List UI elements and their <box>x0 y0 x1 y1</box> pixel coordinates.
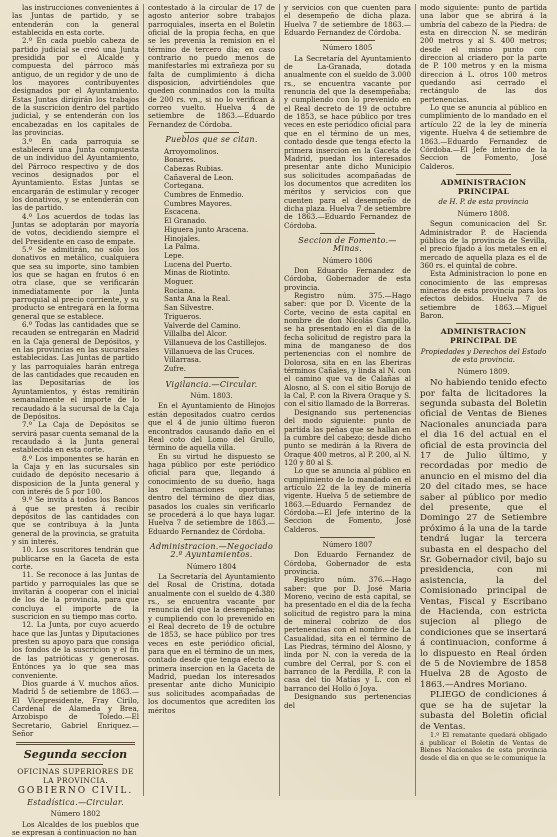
paragraph: 5.º Se admitirán, no sólo los donativos en metálico, cualquiera que sea su importe, sino tambien los que se hagan en frutos ó en otra clase, que se verificarán inmediatamente por la Junta parroquial al precio corriente, y su producto se entregará en la forma general que se establece. <box>12 244 139 321</box>
paragraph: Segun comunicacion del Sr. Administrador P. de Hacienda pública de la provincia de Sevilla, el precio fijado á los metales en el mercado de aquella plaza es el de 360 rs. el quintal de cobre. <box>420 219 547 270</box>
place-item: Trigueros. <box>164 311 202 321</box>
places-title: Pueblos que se citan. <box>165 135 258 145</box>
place-item: Arroyomolinos. <box>164 146 219 156</box>
place-item: Higuera junto Aracena. <box>164 224 249 234</box>
divider <box>48 764 103 765</box>
auction-notice: No habiendo tenido efecto por falta de licitadores la segunda subasta del Boletin oficial de Ventas de Bienes Nacionales anunciada para el dia 16 del actual en el oficial de esta provincia del 17 de Julio último, y recordadas por medio de anuncio en el mismo del dia 20 del citado mes, se hace saber al público por medio del presente, que el Domingo 27 de Setiembre próximo á la una de la tarde tendrá lugar la tercera subasta en el despacho del Sr. Gobernador civil, bajo su presidencia, con mi asistencia, la del Comisionado principal de Ventas, Fiscal y Escribano de Hacienda, con estricta sujecion al pliego de condiciones que se insertará á continuacion, conforme á lo dispuesto en Real órden de 5 de Noviembre de 1858 Huelva 28 de Agosto de 1863.—Andres Moriano. <box>420 378 547 690</box>
admin-subheading: Propiedades y Derechos del Estado de esta provincia. <box>420 347 547 365</box>
subsection-title: Vigilancia.—Circular. <box>165 379 258 389</box>
place-item: San Silvestre. <box>164 303 214 313</box>
place-item: El Granado. <box>164 216 207 226</box>
signature-date: Dios guarde á V. muchos años. Madrid 5 de setiembre de 1863.—El Vicepresidente, Fray Cirilo, Cardenal de Alameda y Brea, Arzobispo de Toledo.—El Secretario, Gabriel Enriquez.—Señor <box>12 678 139 738</box>
paragraph: Designando sus pertenencias del <box>284 692 411 710</box>
paragraph: 4.º Los acuerdos de todas las Juntas se adoptarán por mayoría de votos, decidiendo siempre el del Presidente en caso de empate. <box>12 211 139 246</box>
paragraph: En el Ayuntamiento de Hinojos están depositados cuatro cerdos que el 4 de junio último fueron encontrados causando daño en el Real coto del Lomo del Grullo, término de aquella villa. <box>148 401 275 453</box>
divider <box>184 377 239 378</box>
page-columns <box>8 3 551 837</box>
item-number: Número 1806 <box>322 255 373 265</box>
place-item: Cabezas Rubias. <box>164 163 224 173</box>
column-1 <box>8 3 143 837</box>
divider <box>184 132 239 133</box>
places-list <box>164 148 275 374</box>
paragraph: Designando sus pertenencias del modo siguiente: punto de partida las peñas que se hallan en la cumbre del cabezo; desde dicho punto se medirán á la Rivera de Oraque 400 metros, al P. 200, al N. 120 y 80 al S. <box>284 407 411 467</box>
paragraph: 7.º La Caja de Depósitos se servirá pasar cuenta semanal de la recaudado á la Junta general establecida en esta corte. <box>12 420 139 455</box>
subsection-title: Administracion.—Negociado 2.º Ayuntamientos. <box>149 541 274 560</box>
divider <box>456 323 511 324</box>
place-item: Cortegana. <box>164 181 204 191</box>
place-item: Villarrasa. <box>164 355 202 365</box>
place-item: Cumbres Mayores. <box>164 198 233 208</box>
place-item: Escacena. <box>164 207 201 217</box>
admin-heading: ADMINISTRACION PRINCIPAL DE <box>440 327 527 346</box>
subsection-title: Seccion de Fomento.—Minas. <box>298 235 397 254</box>
place-item: Moguer. <box>164 277 194 287</box>
divider <box>320 40 375 41</box>
conditions-heading: PLIEGO de condiciones á que se ha de sujetar la subasta del Boletin oficial de Ventas. <box>420 690 547 732</box>
column-4 <box>415 4 551 796</box>
divider <box>320 233 375 234</box>
place-item: Villalba del Alcor. <box>164 329 228 339</box>
place-item: Cumbres de Enmedio. <box>164 190 244 200</box>
offices-heading: OFICINAS SUPERIORES DE LA PROVINCIA. <box>17 767 134 785</box>
paragraph: La Secretaría del Ayuntamiento de La-Granada, dotada anualmente con el sueldo de 3.000 rs., se encuentra vacante por renuncia del que la desempeñaba; y cumpliendo con lo prevenido en el Real decreto de 19 de octubre de 1853, se hace público por tres veces en este periódico oficial para que en el término de un mes, contado desde que tenga efecto la primera insercion en la Gaceta de Madrid, puedan los interesados presentar ante dicho Municipio sus solicitudes acompañadas de los documentos que acrediten los méritos y servicios con que cuenten para el desempeño de dicha plaza. Huelva 7 de setiembre de 1863.—Eduardo Fernandez de Córdoba. <box>284 53 411 230</box>
place-item: Valverde del Camino. <box>164 320 241 330</box>
paragraph: 8.º Los imponentes se harán en la Caja y en las sucursales sin cuidado de depósito necesario á disposicion de la Junta general y con interés de 5 por 100. <box>12 453 139 496</box>
item-number: Número 1807 <box>322 539 373 549</box>
place-item: Lepe. <box>164 250 184 260</box>
paragraph: y servicios con que cuenten para el desempeño de dicha plaza. Huelva 7 de setiembre de 1863.—Eduardo Fernandez de Córdoba. <box>284 3 411 38</box>
place-item: Cañaveral de Leon. <box>164 172 234 182</box>
admin-subheading: de H. P. de esta provincia <box>438 198 529 207</box>
paragraph: 6.º Todas las cantidades que se recauden se entregarán en Madrid en la Caja general de Depósitos, y en las provincias en las sucursales establecidas. Las Juntas de partido y las parroquiales harán entrega de las cantidades que recauden en las Depositarías de los Ayuntamientos, y éstas remitirán semanalmente el importe de lo recaudado á la sucursal de la Caja de Depósitos. <box>12 320 139 421</box>
place-item: Villanueva de los Castillejos. <box>164 337 267 347</box>
item-number: Número 1804 <box>186 561 237 571</box>
paragraph: Registro núm. 376.—Hago saber: que por D. José Maria Moreno, vecino de esta capital, se ha presentado en el dia de la fecha solicitud de registro para la mina de mineral cobrizo de dos pertenencias con el nombre de La Casualidad, sita en el término de Las Piedras, término del Alosno, y linda por N. con la vereda de la cumbre del Cerral, por S. con el barranco de la Perdilla, P. con la casa del tío Matías y L. con el barranco del Hollo ó Joya. <box>284 575 411 693</box>
paragraph: contestado á la circular de 17 de agosto anterior sobre trabajos parroquiales, inserta en el Boletin oficial de la propia fecha, en que se les prevenia la remision en el término de tercero dia; en caso contrario no puedo menos de manifestarles mi extrañeza por su falta de cumplimiento á dicha disposicion, advirtiéndoles que queden conminados con la multa de 200 rs. vn., si no lo verifican á correo vuelto. Huelva 4 de setiembre de 1863.—Eduardo Fernandez de Córdoba. <box>148 3 275 129</box>
item-number: Número 1802 <box>50 809 101 819</box>
place-item: La Palma. <box>164 242 200 252</box>
paragraph: modo siguiente: punto de partida una labor que se abrirá á la umbría del cabezo de la Piedra: de esta en direccion N. se medirán 200 metros y al S. 400 metros; desde el mismo punto con direccion al criadero por la parte de P. 100 metros y en la misma direccion á L. otros 100 metros quedando así cerrado el rectángulo de las dos pertenencias. <box>420 3 547 104</box>
column-3 <box>279 4 415 796</box>
place-item: Santa Ana la Real. <box>164 294 231 304</box>
divider <box>320 537 375 538</box>
divider <box>456 174 511 175</box>
item-number: Número 1809. <box>457 366 510 376</box>
section-divider <box>16 742 135 745</box>
paragraph: Esta Administracion lo pone en conocimiento de las empresas mineras de esta provincia para los efectos debidos. Huelva 7 de setiembre de 1863.—Miguel Baron. <box>420 269 547 320</box>
place-item: Villanueva de las Cruces. <box>164 346 255 356</box>
paragraph: Los Alcaldes de los pueblos que se expresan á continuacion no han <box>12 819 139 837</box>
paragraph: las instrucciones convenientes á las Juntas de partido, y se entenderán con la general establecida en esta corte. <box>12 3 139 38</box>
paragraph: 3.º En cada parroquia se establecerá una Junta compuesta de un individuo del Ayuntamiento, del Párroco respectivo y de dos vecinos designados por el Ayuntamiento. Estas Juntas se encargarán de estimular y recoger los donativos, y se entenderán con las de partido. <box>12 136 139 213</box>
place-item: Hinojales. <box>164 233 201 243</box>
paragraph: Lo que se anuncia al público en cumplimiento de lo mandado en el artículo 22 de la ley de minería vigente. Huelva 4 de setiembre de 1863.—Eduardo Fernandez de Córdoba.—El Jefe interino de la Seccion de Fomento, José Calderos. <box>420 103 547 171</box>
paragraph: 1.º El rematante quedará obligado á publicar el Boletin de Ventas de Bienes Nacionales de esta provincia desde el dia en que se le comunique la <box>420 730 547 762</box>
subsection-title: Estadística.—Circular. <box>27 798 124 808</box>
paragraph: Don Eduardo Fernandez de Córdoba, Gobernador de esta provincia. <box>284 265 411 292</box>
paragraph: 2.º En cada pueblo cabeza de partido judicial se creó una Junta presidida por el Alcalde y compuesta del párroco más antiguo, de un regidor y de uno de los mayores contribuyentes designados por el Ayuntamiento. Estas Juntas dirigirán los trabajos de la suscricion dentro del partido judicial, y se entenderán con los encabezadas en los capitales de las provincias. <box>12 36 139 138</box>
item-number: Número 1808. <box>457 208 510 218</box>
admin-heading: ADMINISTRACION PRINCIPAL <box>440 177 527 196</box>
paragraph: 11. Se reconoce á las Juntas de partido y parroquiales las que se invitarán á cooperar con el inicial de los de la provincia, para que concluya el importe de la suscricion en su tiempo mas corto. <box>12 570 139 622</box>
paragraph: 9.º Se invita á todos los Bancos á que se presten á recibir depósitos de las cantidades con que se contribuya á la Junta general de la provincia, se gratuita y sin interés. <box>12 495 139 546</box>
paragraph: 10. Los suscritores tendrán que publicarse en la Gaceta de esta corte. <box>12 545 139 572</box>
place-item: Bonares. <box>164 155 196 165</box>
item-number: Núm. 1803. <box>190 391 233 401</box>
paragraph: Lo que se anuncia al público en cumplimiento de lo mandado en el artículo 22 de la ley de minería vigente. Huelva 5 de setiembre de 1863.—Eduardo Fernandez de Córdoba.—El Jefe interino de la Seccion de Fomento, José Calderos. <box>284 466 411 534</box>
column-2 <box>143 4 279 796</box>
place-item: Minas de Riotinto. <box>164 268 231 278</box>
paragraph: 12. La Junta, por cuyo acuerdo hace que las Juntas y Diputaciones presten su apoyo para que consiga los fondos de la suscricion y el fin de las patrióticas y generosas. Entónces ya lo que sea mas conveniente. <box>12 620 139 680</box>
paragraph: En su virtud he dispuesto se haga público por este periódico oficial para que, llegando á conocimiento de su dueño, haga las reclamaciones oportunas dentro del término de diez dias, pasados los cuales sin verificarlo se procederá á lo que haya lugar. Huelva 7 de setiembre de 1863.—Eduardo Fernandez de Córdoba. <box>148 451 275 536</box>
place-item: Rociana. <box>164 285 196 295</box>
divider <box>184 539 239 540</box>
item-number: Número 1805 <box>322 43 373 53</box>
paragraph: La Secretaría del Ayuntamiento del Rosal de Cristina, dotada anualmente con el sueldo de 4.380 rs., se encuentra vacante por renuncia del que la desempeñaba; y cumpliendo con lo prevenido en el Real decreto de 19 de octubre de 1853, se hace público por tres veces en este periódico oficial, para que en el término de un mes, contado desde que tenga efecto la primera insercion en la Gaceta de Madrid, puedan los interesados presentar ante dicho Municipio sus solicitudes acompañadas de los documentos que acrediten los méritos <box>148 572 275 715</box>
place-item: Lucena del Puerto. <box>164 259 232 269</box>
paragraph: Don Eduardo Fernandez de Córdoba, Gobernador de esta provincia. <box>284 550 411 576</box>
paragraph: Registro núm. 375.—Hago saber: que por D. Vicente de la Corte, vecino de esta capital en nombre de don Nicolás Campillo, se ha presentado en el dia de la fecha solicitud de registro para la mina de manganeso de dos pertenencias con el nombre de Dolorosa, sita en en las Eberiras términos Cañales, y linda al N. con el camino que va de Calañas al Alosno, al S. con el sitio Borujo de la Cal, P. con la Rivera Oraque y S. con el sitio llamado de la Borreras. <box>284 291 411 409</box>
gobierno-heading: GOBIERNO CIVIL. <box>17 786 134 797</box>
section-title: Segunda seccion <box>23 748 128 762</box>
place-item: Zufre. <box>164 364 186 374</box>
